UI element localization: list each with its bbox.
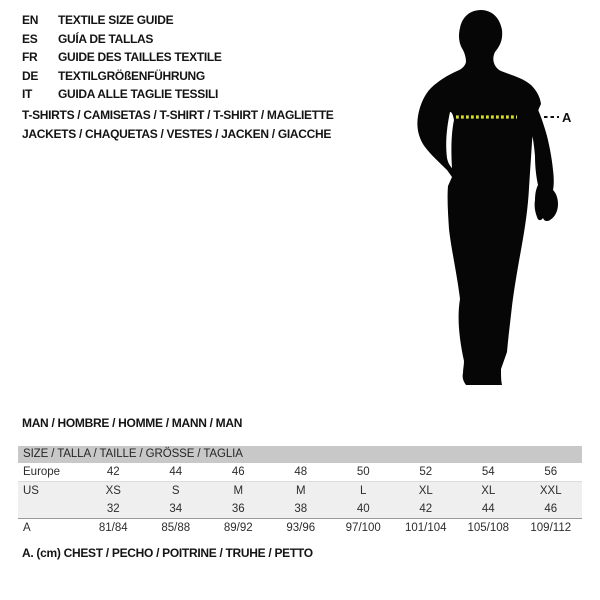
language-title: TEXTILE SIZE GUIDE bbox=[58, 13, 174, 27]
size-cell: 89/92 bbox=[207, 519, 270, 538]
size-cell: 42 bbox=[106, 466, 120, 478]
size-table-grid bbox=[18, 463, 582, 537]
size-cell: XL bbox=[395, 482, 458, 501]
size-cell: XXL bbox=[520, 482, 583, 501]
section-title-man: MAN / HOMBRE / HOMME / MANN / MAN bbox=[22, 416, 243, 430]
size-cell: 56 bbox=[544, 466, 558, 478]
size-cell: 40 bbox=[356, 503, 370, 515]
man-silhouette-figure bbox=[413, 0, 583, 395]
language-row-it bbox=[22, 85, 222, 104]
table-row-europe bbox=[18, 463, 582, 482]
measure-label-a: A bbox=[562, 110, 572, 125]
size-table-header: SIZE / TALLA / TAILLE / GRÖSSE / TAGLIA bbox=[18, 446, 582, 463]
language-row-en bbox=[22, 11, 222, 30]
garment-category-list bbox=[22, 106, 334, 143]
language-code: DE bbox=[22, 68, 39, 83]
table-row-us bbox=[18, 482, 582, 501]
category-jackets: JACKETS / CHAQUETAS / VESTES / JACKEN / GIACCHE bbox=[22, 126, 332, 141]
man-silhouette bbox=[417, 10, 541, 385]
size-cell: 44 bbox=[169, 466, 183, 478]
size-cell: 85/88 bbox=[145, 519, 208, 538]
size-cell: 46 bbox=[231, 466, 245, 478]
language-row-fr bbox=[22, 48, 222, 67]
language-code: EN bbox=[22, 13, 39, 27]
size-cell: 97/100 bbox=[332, 519, 395, 538]
size-cell: 44 bbox=[481, 503, 495, 515]
size-cell: 46 bbox=[544, 503, 558, 515]
size-table bbox=[18, 446, 582, 537]
size-cell: 34 bbox=[169, 503, 183, 515]
size-cell: 32 bbox=[106, 503, 120, 515]
size-cell: 109/112 bbox=[520, 519, 583, 538]
language-title: GUIDE DES TAILLES TEXTILE bbox=[58, 50, 222, 65]
language-list bbox=[22, 11, 222, 104]
size-cell: XS bbox=[82, 482, 145, 501]
size-cell: M bbox=[270, 482, 333, 501]
size-cell: 36 bbox=[231, 503, 245, 515]
category-tshirts: T-SHIRTS / CAMISETAS / T-SHIRT / T-SHIRT / MAGLIETTE bbox=[22, 108, 334, 122]
size-cell: 48 bbox=[294, 466, 308, 478]
size-cell: 52 bbox=[419, 466, 433, 478]
size-cell: 105/108 bbox=[457, 519, 520, 538]
row-label bbox=[18, 500, 82, 519]
size-cell: 50 bbox=[356, 466, 370, 478]
size-cell: L bbox=[332, 482, 395, 501]
row-label: Europe bbox=[23, 466, 61, 478]
table-row-chest-a bbox=[18, 519, 582, 538]
size-cell: 38 bbox=[294, 503, 308, 515]
size-cell: 93/96 bbox=[270, 519, 333, 538]
size-cell: M bbox=[207, 482, 270, 501]
size-cell: 54 bbox=[481, 466, 495, 478]
language-title: GUÍA DE TALLAS bbox=[58, 31, 154, 46]
table-row-us-numeric bbox=[18, 500, 582, 519]
language-code: IT bbox=[22, 87, 33, 102]
language-code: ES bbox=[22, 31, 38, 46]
row-label: A bbox=[18, 519, 82, 538]
size-cell: XL bbox=[457, 482, 520, 501]
language-code: FR bbox=[22, 50, 38, 65]
language-row-de bbox=[22, 67, 222, 86]
row-label: US bbox=[18, 482, 82, 501]
size-cell: 81/84 bbox=[82, 519, 145, 538]
language-title: GUIDA ALLE TAGLIE TESSILI bbox=[58, 87, 219, 102]
size-cell: S bbox=[145, 482, 208, 501]
measurement-footnote: A. (cm) CHEST / PECHO / POITRINE / TRUHE / PETTO bbox=[22, 546, 313, 560]
language-title: TEXTILGRÖßENFÜHRUNG bbox=[58, 68, 205, 83]
size-cell: 42 bbox=[419, 503, 433, 515]
language-row-es bbox=[22, 30, 222, 49]
size-cell: 101/104 bbox=[395, 519, 458, 538]
